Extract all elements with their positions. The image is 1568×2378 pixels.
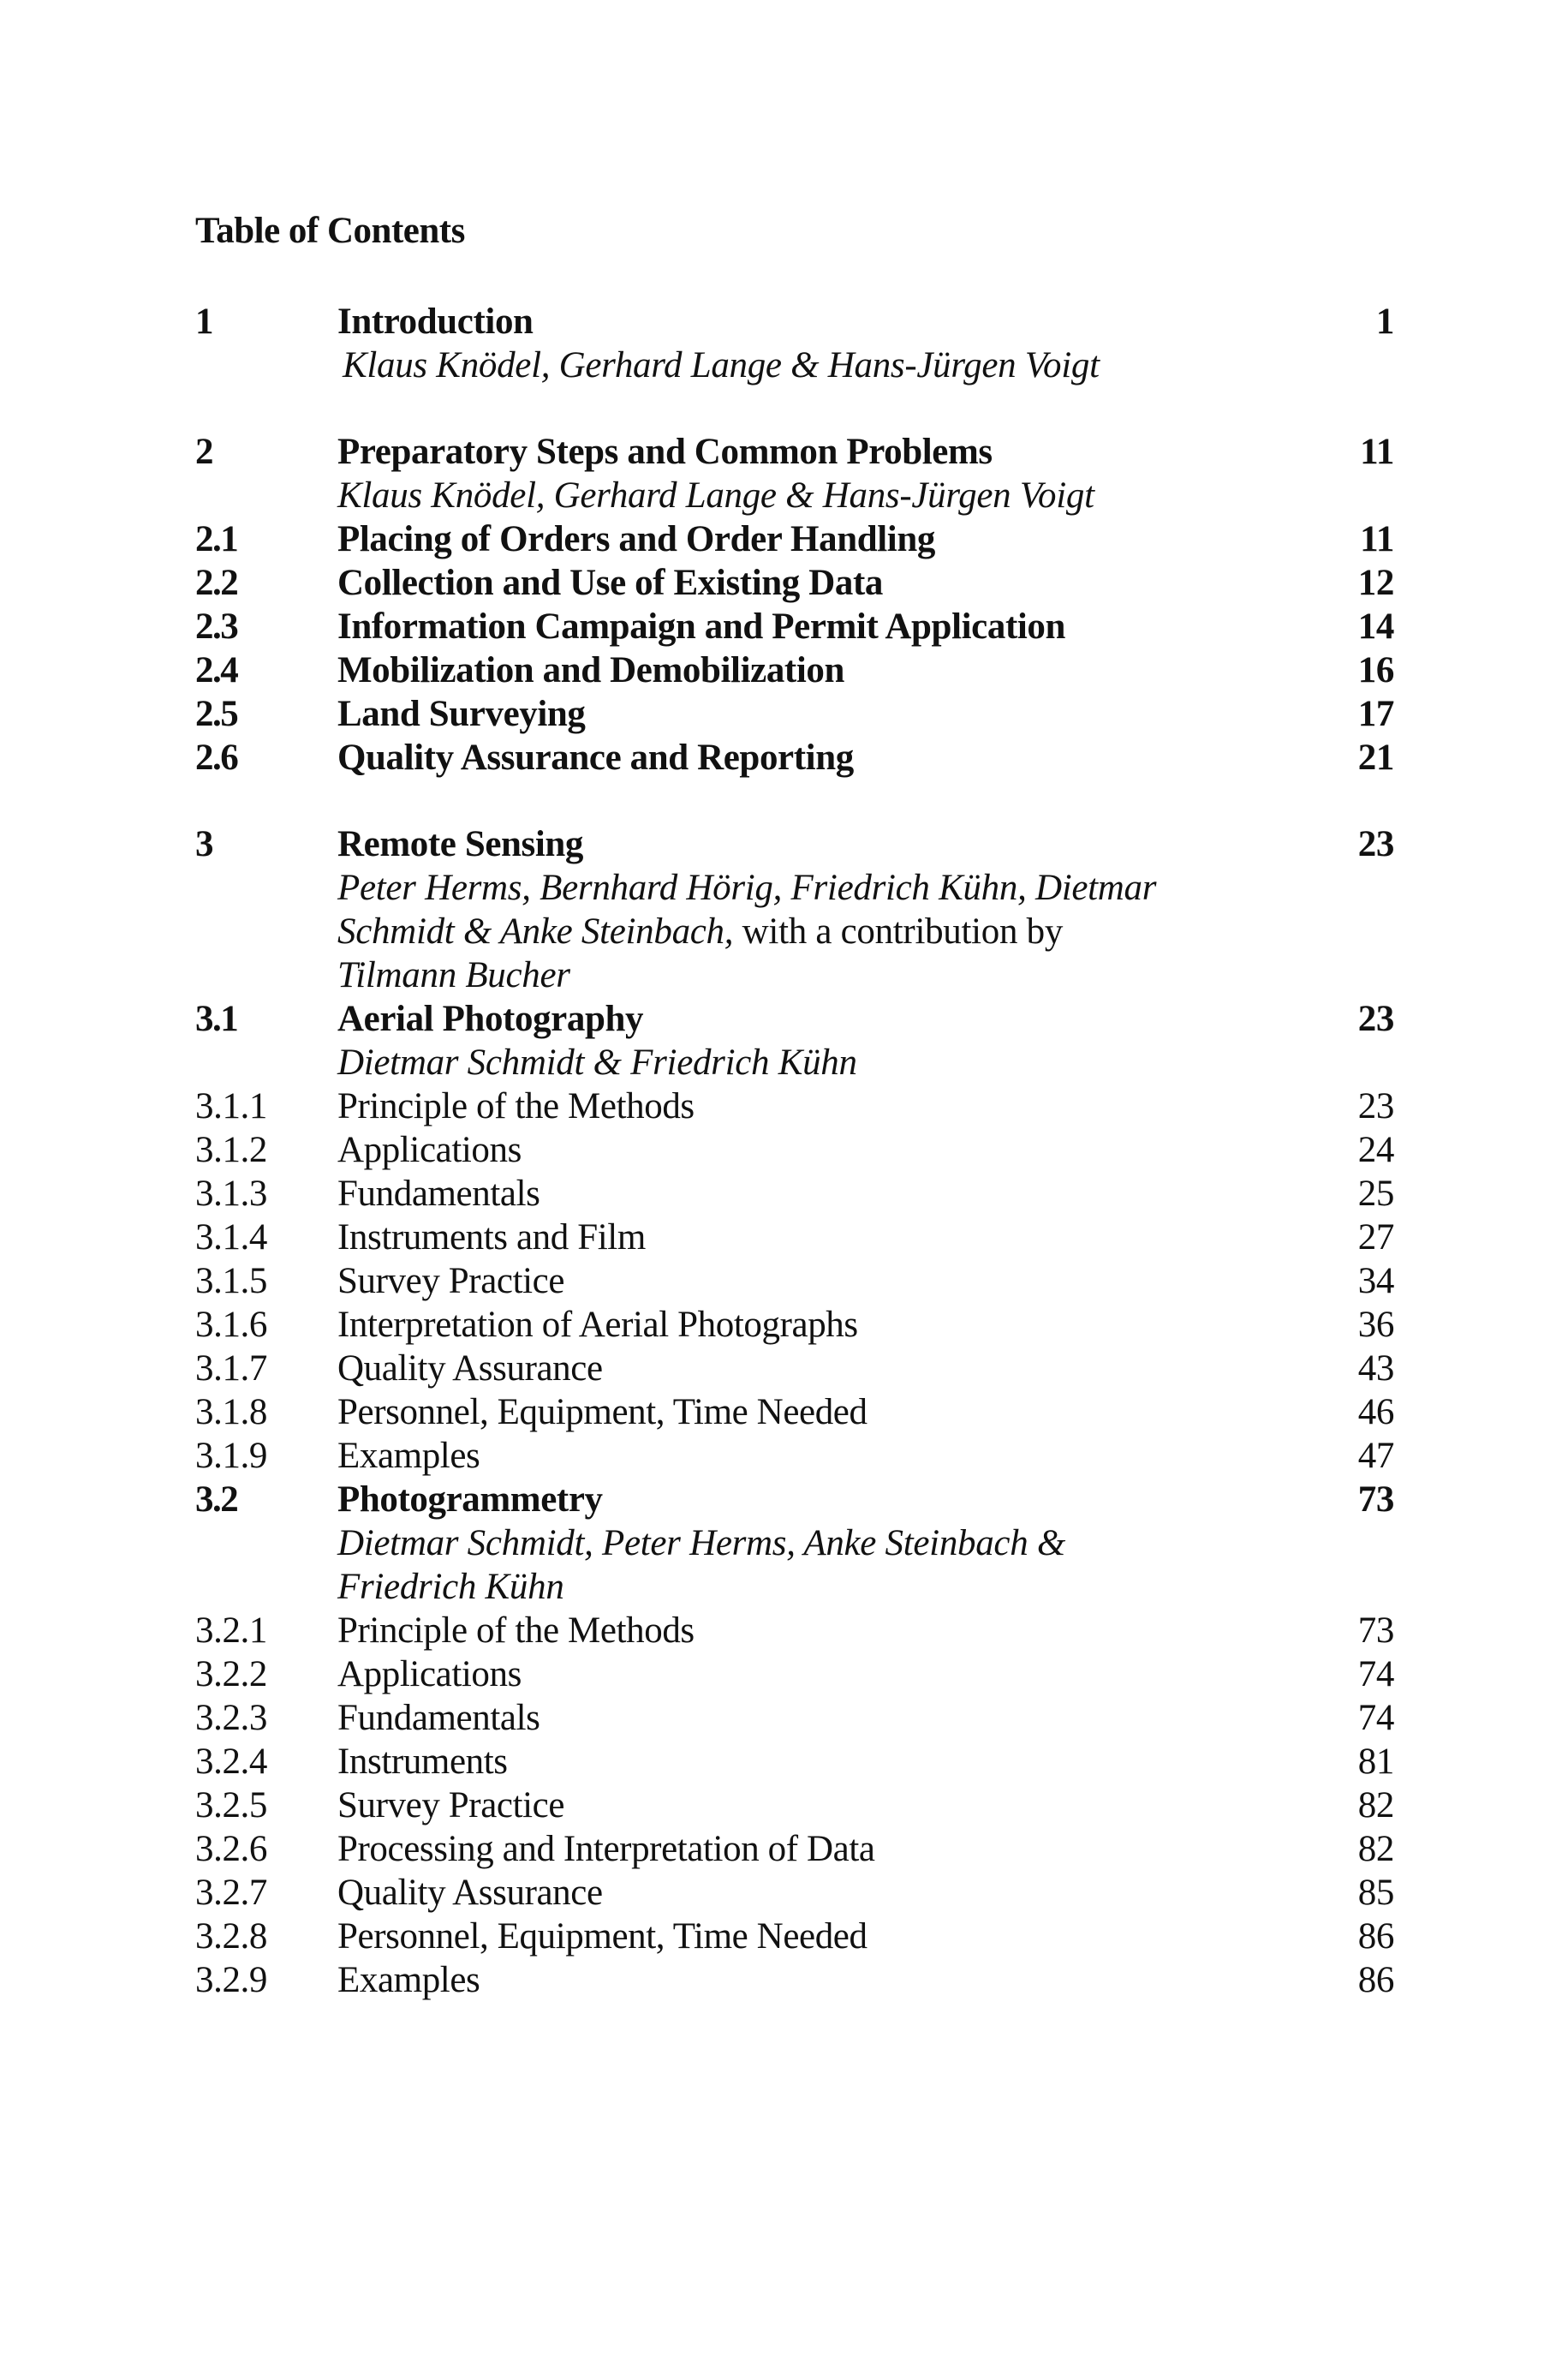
authors-line: Klaus Knödel, Gerhard Lange & Hans-Jürgen Voigt — [343, 345, 1100, 385]
entry-page: 11 — [1360, 519, 1394, 559]
entry-number: 3.2 — [195, 1479, 238, 1520]
entry-number: 3.1.9 — [195, 1436, 268, 1476]
entry-number: 3.1.8 — [195, 1392, 268, 1432]
entry-title: Principle of the Methods — [337, 1086, 695, 1126]
entry-page: 36 — [1357, 1305, 1394, 1345]
entry-page: 12 — [1357, 563, 1394, 603]
toc-entry-2-2[interactable] — [195, 561, 1394, 605]
entry-title: Quality Assurance — [337, 1348, 603, 1389]
entry-number: 3.2.1 — [195, 1610, 268, 1651]
toc-entry-3-2-4[interactable] — [195, 1740, 1394, 1784]
entry-title: Fundamentals — [337, 1174, 540, 1214]
entry-title: Examples — [337, 1960, 480, 2000]
entry-number: 3.1.5 — [195, 1261, 268, 1301]
entry-page: 85 — [1357, 1873, 1394, 1913]
entry-page: 74 — [1357, 1698, 1394, 1738]
entry-title: Survey Practice — [337, 1785, 565, 1825]
entry-page: 73 — [1357, 1479, 1394, 1520]
toc-entry-chapter-1[interactable] — [195, 300, 1394, 344]
entry-number: 2.4 — [195, 650, 238, 690]
entry-page: 17 — [1357, 694, 1394, 734]
entry-page: 16 — [1357, 650, 1394, 690]
entry-page: 86 — [1357, 1960, 1394, 2000]
toc-entry-3-1-2[interactable] — [195, 1128, 1394, 1172]
entry-title: Personnel, Equipment, Time Needed — [337, 1392, 867, 1432]
entry-page: 47 — [1357, 1436, 1394, 1476]
entry-title: Applications — [337, 1130, 522, 1170]
entry-number: 3.2.3 — [195, 1698, 268, 1738]
toc-entry-3-1[interactable] — [195, 997, 1394, 1041]
entry-number: 2.1 — [195, 519, 238, 559]
toc-entry-3-1-7[interactable] — [195, 1347, 1394, 1390]
entry-number: 3.2.7 — [195, 1873, 268, 1913]
toc-authors-chapter-1 — [195, 344, 1394, 387]
entry-number: 2.5 — [195, 694, 238, 734]
entry-title: Land Surveying — [337, 694, 586, 734]
toc-entry-2-3[interactable] — [195, 605, 1394, 648]
entry-title: Survey Practice — [337, 1261, 565, 1301]
entry-title: Preparatory Steps and Common Problems — [337, 432, 993, 472]
entry-number: 3.1.7 — [195, 1348, 268, 1389]
entry-number: 3.1.1 — [195, 1086, 268, 1126]
toc-entry-3-2-3[interactable] — [195, 1696, 1394, 1740]
toc-entry-3-1-9[interactable] — [195, 1434, 1394, 1478]
entry-number: 2.3 — [195, 606, 238, 647]
entry-page: 46 — [1357, 1392, 1394, 1432]
toc-entry-3-1-1[interactable] — [195, 1084, 1394, 1128]
entry-number: 2.2 — [195, 563, 238, 603]
entry-title: Examples — [337, 1436, 480, 1476]
entry-title: Quality Assurance — [337, 1873, 603, 1913]
entry-title: Instruments — [337, 1742, 508, 1782]
toc-authors-3-2 — [195, 1521, 1394, 1609]
entry-number: 3.2.9 — [195, 1960, 268, 2000]
entry-page: 21 — [1357, 738, 1394, 778]
toc-entry-3-2-1[interactable] — [195, 1609, 1394, 1652]
toc-entry-3-2[interactable] — [195, 1478, 1394, 1521]
toc-entry-3-2-7[interactable] — [195, 1871, 1394, 1915]
entry-title: Collection and Use of Existing Data — [337, 563, 883, 603]
entry-number: 2 — [195, 432, 212, 472]
toc-entry-3-1-3[interactable] — [195, 1172, 1394, 1216]
toc-entry-3-2-8[interactable] — [195, 1915, 1394, 1958]
entry-title: Introduction — [337, 302, 534, 342]
authors-line: Dietmar Schmidt & Friedrich Kühn — [337, 1043, 857, 1083]
toc-page — [195, 206, 1394, 2002]
entry-page: 24 — [1357, 1130, 1394, 1170]
authors-line — [337, 910, 1274, 953]
toc-authors-3-1 — [195, 1041, 1394, 1084]
entry-number: 1 — [195, 302, 212, 342]
entry-title: Personnel, Equipment, Time Needed — [337, 1916, 867, 1957]
toc-entry-2-4[interactable] — [195, 648, 1394, 692]
entry-page: 23 — [1357, 999, 1394, 1039]
authors-line: Peter Herms, Bernhard Hörig, Friedrich Kühn, Dietmar — [337, 868, 1157, 908]
toc-authors-chapter-2 — [195, 474, 1394, 517]
entry-page: 14 — [1357, 606, 1394, 647]
entry-number: 3.1.6 — [195, 1305, 268, 1345]
entry-title: Mobilization and Demobilization — [337, 650, 845, 690]
page-title: Table of Contents — [195, 211, 465, 251]
entry-page: 43 — [1357, 1348, 1394, 1389]
entry-page: 74 — [1357, 1654, 1394, 1694]
entry-title: Principle of the Methods — [337, 1610, 695, 1651]
authors-line: Klaus Knödel, Gerhard Lange & Hans-Jürgen Voigt — [337, 475, 1094, 516]
entry-title: Processing and Interpretation of Data — [337, 1829, 875, 1869]
entry-number: 3.2.8 — [195, 1916, 268, 1957]
toc-entry-3-1-4[interactable] — [195, 1216, 1394, 1259]
entry-title: Aerial Photography — [337, 999, 644, 1039]
toc-entry-3-1-8[interactable] — [195, 1390, 1394, 1434]
authors-line: Dietmar Schmidt, Peter Herms, Anke Steinbach & — [337, 1523, 1066, 1563]
contribution-note: with a contribution by — [733, 911, 1064, 952]
entry-page: 23 — [1357, 824, 1394, 864]
toc-entry-3-1-6[interactable] — [195, 1303, 1394, 1347]
entry-title: Photogrammetry — [337, 1479, 603, 1520]
toc-entry-3-2-6[interactable] — [195, 1827, 1394, 1871]
toc-entry-2-5[interactable] — [195, 692, 1394, 736]
entry-number: 3.1 — [195, 999, 238, 1039]
entry-page: 27 — [1357, 1217, 1394, 1258]
entry-title: Fundamentals — [337, 1698, 540, 1738]
entry-number: 3.2.4 — [195, 1742, 268, 1782]
entry-page: 81 — [1357, 1742, 1394, 1782]
entry-page: 82 — [1357, 1829, 1394, 1869]
toc-entry-3-2-5[interactable] — [195, 1784, 1394, 1827]
entry-number: 3.1.3 — [195, 1174, 268, 1214]
entry-number: 2.6 — [195, 738, 238, 778]
entry-number: 3.1.4 — [195, 1217, 268, 1258]
toc-entry-3-1-5[interactable] — [195, 1259, 1394, 1303]
toc-entry-chapter-3[interactable] — [195, 822, 1394, 866]
entry-page: 1 — [1375, 302, 1394, 342]
toc-entry-2-1[interactable] — [195, 517, 1394, 561]
entry-title: Remote Sensing — [337, 824, 584, 864]
entry-title: Applications — [337, 1654, 522, 1694]
entry-title: Instruments and Film — [337, 1217, 646, 1258]
entry-page: 82 — [1357, 1785, 1394, 1825]
entry-page: 86 — [1357, 1916, 1394, 1957]
entry-page: 11 — [1360, 432, 1394, 472]
toc-authors-chapter-3 — [195, 866, 1394, 997]
entry-title: Placing of Orders and Order Handling — [337, 519, 935, 559]
entry-title: Quality Assurance and Reporting — [337, 738, 854, 778]
entry-number: 3.2.5 — [195, 1785, 268, 1825]
authors-names: Schmidt & Anke Steinbach, — [337, 911, 734, 952]
toc-entry-3-2-2[interactable] — [195, 1652, 1394, 1696]
toc-entry-chapter-2[interactable] — [195, 430, 1394, 474]
entry-page: 23 — [1357, 1086, 1394, 1126]
entry-title: Interpretation of Aerial Photographs — [337, 1305, 858, 1345]
authors-line: Tilmann Bucher — [337, 955, 570, 995]
entry-number: 3.1.2 — [195, 1130, 268, 1170]
entry-number: 3.2.6 — [195, 1829, 268, 1869]
toc-entry-3-2-9[interactable] — [195, 1958, 1394, 2002]
entry-title: Information Campaign and Permit Application — [337, 606, 1066, 647]
entry-page: 34 — [1357, 1261, 1394, 1301]
toc-entry-2-6[interactable] — [195, 736, 1394, 780]
entry-number: 3.2.2 — [195, 1654, 268, 1694]
entry-page: 25 — [1357, 1174, 1394, 1214]
authors-line: Friedrich Kühn — [337, 1567, 564, 1607]
entry-number: 3 — [195, 824, 212, 864]
entry-page: 73 — [1357, 1610, 1394, 1651]
